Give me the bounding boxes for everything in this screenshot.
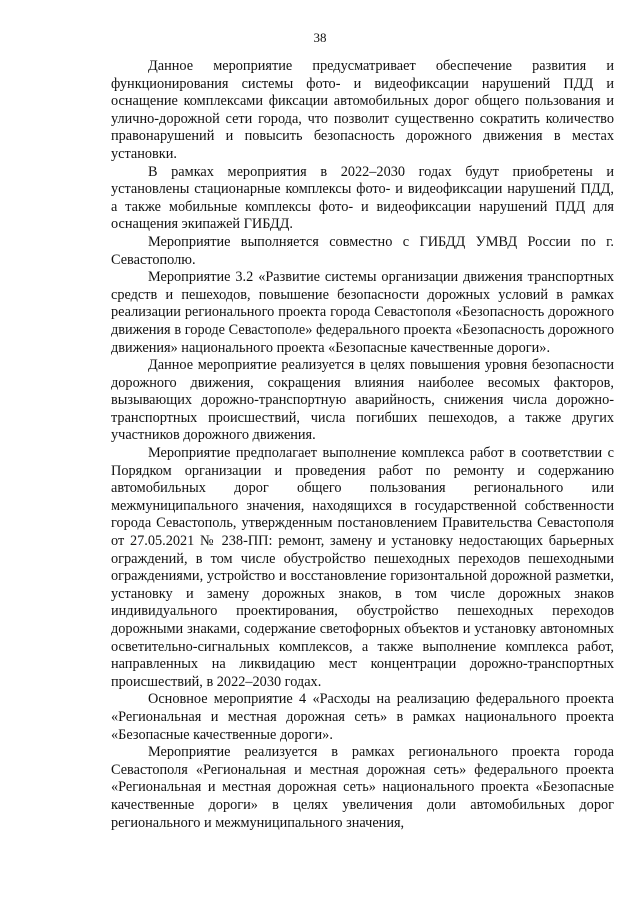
paragraph-gibdd-cooperation: Мероприятие выполняется совместно с ГИБДД УМВД России по г. Севастополю.	[111, 233, 614, 268]
page-number: 38	[313, 30, 327, 45]
paragraph-regional-road-network: Мероприятие реализуется в рамках регионального проекта города Севастополя «Региональная и местная дорожная сеть» федерального проекта «Региональная и местная дорожная сеть» национального проекта «Безопасные качественные дороги» в целях увеличения доли автомобильных дорог регионального и межмуниципального значения,	[111, 744, 614, 831]
paragraph-equipment-acquisition: В рамках мероприятия в 2022–2030 годах будут приобретены и установлены стационарные комплексы фото- и видеофиксации нарушений ПДД, а также мобильные комплексы фото- и видеофиксации нарушений ПДД для оснащения экипажей ГИБДД.	[111, 163, 614, 233]
paragraph-measure-3-2: Мероприятие 3.2 «Развитие системы организации движения транспортных средств и пешеходов, повышение безопасности дорожных условий в рамках реализации регионального проекта города Севастополя «Безопасность дорожного движения в городе Севастополе» федерального проекта «Безопасность дорожного движения» национального проекта «Безопасные качественные дороги».	[111, 269, 614, 356]
paragraph-works-complex: Мероприятие предполагает выполнение комплекса работ в соответствии с Порядком организации и проведения работ по ремонту и содержанию автомобильных дорог общего пользования регионального или межмуниципального значения, находящихся в государственной собственности города Севастополь, утвержденным постановлением Правительства Севастополя от 27.05.2021 № 238-ПП: ремонт, замену и установку недостающих барьерных ограждений, в том числе обустройство пешеходных переходов пешеходными ограждениями, устройство и восстановление горизонтальной дорожной разметки, установку и замену дорожных знаков, в том числе дорожных знаков индивидуального проектирования, обустройство пешеходных переходов дорожными знаками, содержание светофорных объектов и установку автономных осветительно-сигнальных комплексов, а также выполнение комплекса работ, направленных на ликвидацию мест концентрации дорожно-транспортных происшествий, в 2022–2030 годах.	[111, 445, 614, 690]
paragraph-photo-video-fixation-purpose: Данное мероприятие предусматривает обеспечение развития и функционирования системы фото- и видеофиксации нарушений ПДД и оснащение комплексами фиксации автомобильных дорог общего пользования и улично-дорожной сети города, что позволит существенно сократить количество правонарушений и повысить безопасность дорожного движения в местах установки.	[111, 58, 614, 162]
document-body	[111, 58, 614, 832]
paragraph-main-measure-4: Основное мероприятие 4 «Расходы на реализацию федерального проекта «Региональная и местная дорожная сеть» в рамках национального проекта «Безопасные качественные дороги».	[111, 691, 614, 743]
paragraph-road-safety-goals: Данное мероприятие реализуется в целях повышения уровня безопасности дорожного движения, сокращения влияния наиболее весомых факторов, вызывающих дорожно-транспортную аварийность, снижения числа дорожно-транспортных происшествий, числа погибших пешеходов, а также других участников дорожного движения.	[111, 357, 614, 444]
